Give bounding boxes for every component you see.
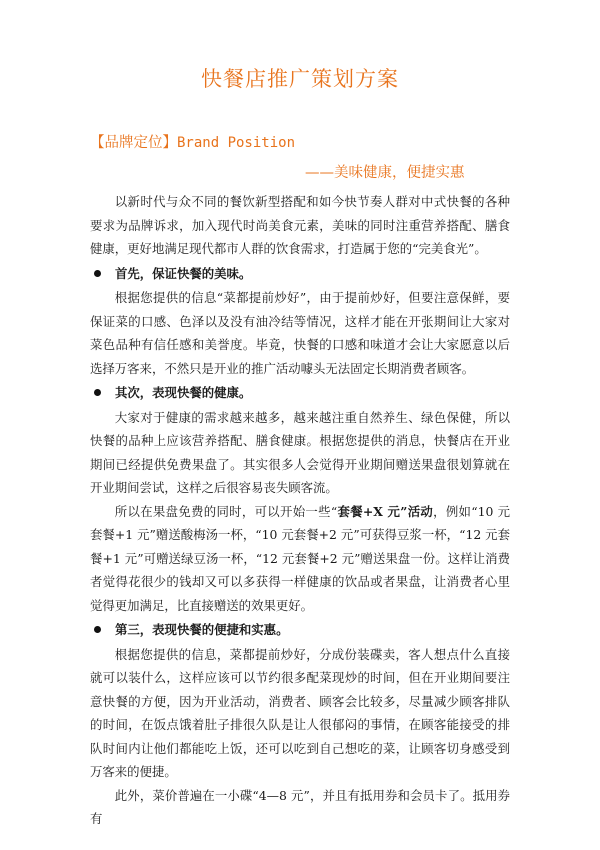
text-run: 所以在果盘免费的同时，可以开始一些“ xyxy=(114,503,338,519)
paragraph xyxy=(90,500,510,618)
paragraph: 大家对于健康的需求越来越多，越来越注重自然养生、绿色保健，所以快餐的品种上应该营养搭配、膳食健康。根据您提供的消息，快餐店在开业期间已经提供免费果盘了。其实很多人会觉得开业期间赠送果盘很划算就在开业期间尝试，这样之后很容易丧失顾客流。 xyxy=(90,409,510,495)
paragraph: 根据您提供的信息“菜都提前炒好”，由于提前炒好，但要注意保鲜，要保证菜的口感、色泽以及没有油冷结等情况，这样才能在开张期间让大家对菜色品种有信任感和美誉度。毕竟，快餐的口感和味道才会让大家愿意以后选择万客来，不然只是开业的推广活动噱头无法固定长期消费者顾客。 xyxy=(90,290,510,376)
page-title: 快餐店推广策划方案 xyxy=(201,67,399,91)
bullet-dot-icon xyxy=(94,270,101,277)
text-run: ，例如“10 元套餐+1 元”赠送酸梅汤一杯，“10 元套餐+2 元”可获得豆浆一杯，“12 元套餐+1 元”可赠送绿豆汤一杯，“12 元套餐+2 元”赠送果盘一份。这样让消费者觉得花很少的钱却又可以多获得一样健康的饮品或者果盘，让消费者心里觉得更加满足，比直接赠送的效果更好。 xyxy=(90,503,510,613)
emphasis-text: 套餐+X 元”活动 xyxy=(337,503,434,519)
bullet-point-3 xyxy=(90,618,510,642)
section-heading xyxy=(90,131,295,152)
bullet-heading: 其次，表现快餐的健康。 xyxy=(115,385,252,400)
document-body xyxy=(90,190,510,831)
bullet-point-1 xyxy=(90,262,510,286)
bullet-heading: 第三，表现快餐的便捷和实惠。 xyxy=(115,622,289,637)
section-subtitle: ——美味健康，便捷实惠 xyxy=(305,165,465,181)
bullet-dot-icon xyxy=(94,389,101,396)
paragraph: 此外，菜价普遍在一小碟“4—8 元”，并且有抵用券和会员卡了。抵用券有 xyxy=(90,787,510,826)
bullet-point-2 xyxy=(90,381,510,405)
bullet-dot-icon xyxy=(94,626,101,633)
section-label-cn: 【品牌定位】 xyxy=(90,135,177,151)
bullet-heading: 首先，保证快餐的美味。 xyxy=(115,265,252,281)
intro-paragraph: 以新时代与众不同的餐饮新型搭配和如今快节奏人群对中式快餐的各种要求为品牌诉求，加入现代时尚美食元素，美味的同时注重营养搭配、膳食健康，更好地满足现代都市人群的饮食需求，打造属于您的“完美食光”。 xyxy=(90,194,510,256)
section-label-en: Brand Position xyxy=(177,135,296,151)
paragraph: 根据您提供的信息，菜都提前炒好，分成份装碟卖，客人想点什么直接就可以装什么，这样应该可以节约很多配菜现炒的时间，但在开业期间要注意快餐的方便，因为开业活动，消费者、顾客会比较多，尽量减少顾客排队的时间，在饭点饿着肚子排很久队是让人很郁闷的事情，在顾客能接受的排队时间内让他们都能吃上饭，还可以吃到自己想吃的菜，让顾客切身感受到万客来的便捷。 xyxy=(90,646,510,779)
